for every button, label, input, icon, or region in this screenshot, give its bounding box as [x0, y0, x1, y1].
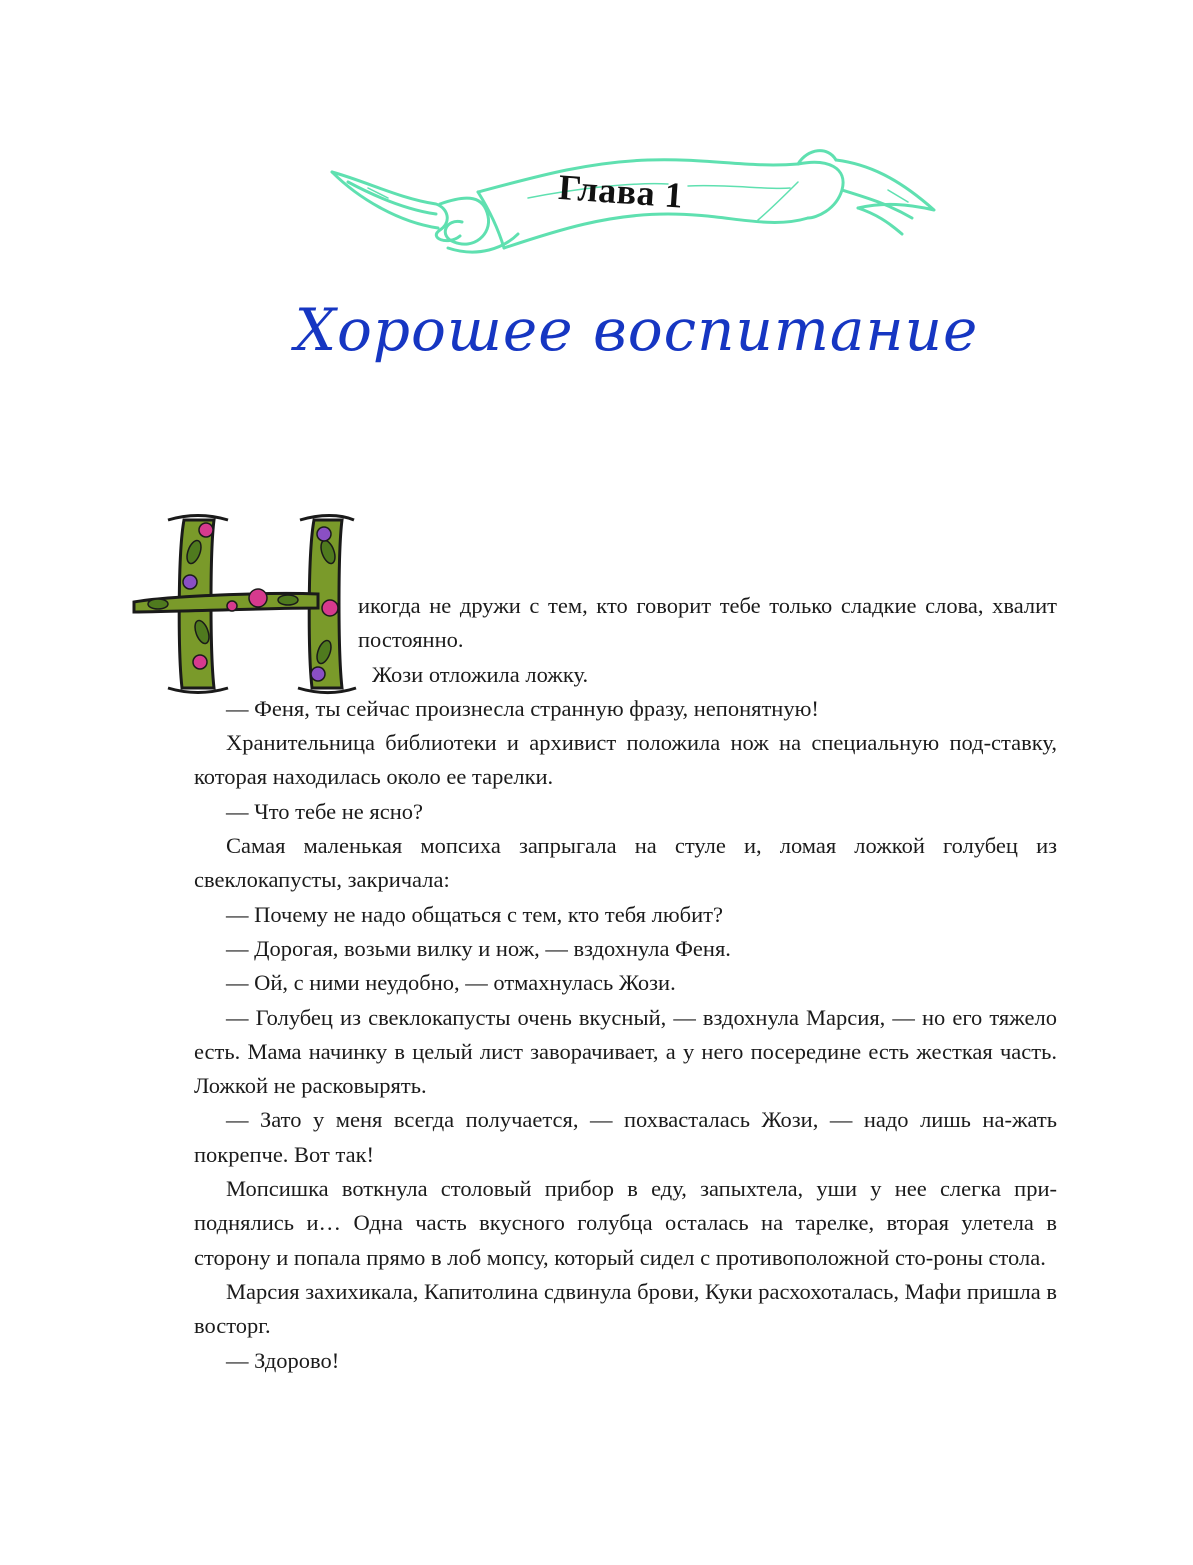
- paragraph-opening: икогда не дружи с тем, кто говорит тебе только сладкие слова, хвалит постоянно.: [358, 593, 1057, 653]
- paragraph-dialogue: — Голубец из свеклокапусты очень вкусный, — вздохнула Марсия, — но его тяжело есть. Мама начинку в целый лист заворачивает, а у него посередине есть жесткая часть. Ложкой не расковырять.: [194, 1004, 1057, 1099]
- chapter-number-label: Глава 1: [557, 166, 685, 216]
- chapter-body-text: [194, 589, 1057, 1378]
- paragraph-dialogue: — Зато у меня всегда получается, — похвасталась Жози, — надо лишь на-жать покрепче. Вот так!: [194, 1107, 1057, 1167]
- paragraph-dialogue: — Дорогая, возьми вилку и нож, — вздохнула Феня.: [226, 935, 731, 961]
- chapter-title: Хорошее воспитание: [294, 296, 979, 364]
- paragraph-dialogue: — Здорово!: [226, 1347, 340, 1373]
- paragraph: Самая маленькая мопсиха запрыгала на стуле и, ломая ложкой голубец из свеклокапусты, закричала:: [194, 833, 1057, 893]
- paragraph: Марсия захихикала, Капитолина сдвинула брови, Куки расхохоталась, Мафи пришла в восторг.: [194, 1278, 1057, 1339]
- paragraph: Жози отложила ложку.: [372, 661, 589, 687]
- paragraph-dialogue: — Что тебе не ясно?: [226, 798, 424, 824]
- paragraph-dialogue: — Феня, ты сейчас произнесла странную фразу, непонятную!: [226, 695, 819, 721]
- paragraph-dialogue: — Почему не надо общаться с тем, кто тебя любит?: [226, 901, 723, 927]
- paragraph: Мопсишка воткнула столовый прибор в еду, запыхтела, уши у нее слегка при-поднялись и… Одна часть вкусного голубца осталась на тарелке, вторая улетела в сторону и попала прямо в лоб мопсу, который сидел с противоположной сто-роны стола.: [194, 1176, 1057, 1270]
- paragraph: Хранительница библиотеки и архивист положила нож на специальную под-ставку, которая находилась около ее тарелки.: [194, 730, 1057, 790]
- paragraph-dialogue: — Ой, с ними неудобно, — отмахнулась Жози.: [226, 970, 676, 996]
